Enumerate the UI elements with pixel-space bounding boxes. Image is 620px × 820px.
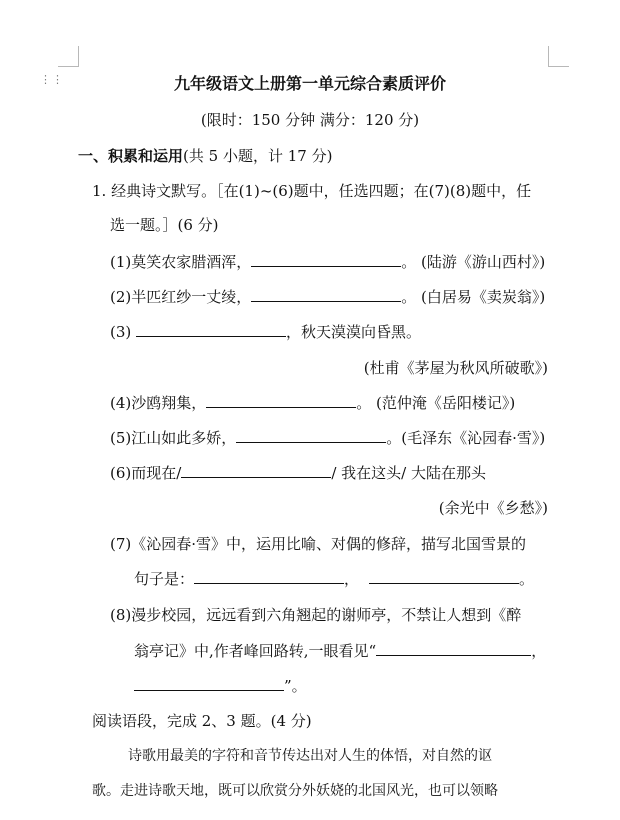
answer-blank[interactable] bbox=[194, 569, 344, 584]
q1-item-5 bbox=[110, 428, 545, 448]
item-5-source: 。(毛泽东《沁园春·雪》) bbox=[386, 429, 546, 447]
q1-item-7-line1: (7)《沁园春·雪》中，运用比喻、对偶的修辞，描写北国雪景的 bbox=[110, 535, 527, 553]
item-4-text: (4)沙鸥翔集， bbox=[110, 394, 207, 412]
item-3-number: (3) bbox=[110, 323, 137, 341]
drag-handle-icon[interactable]: ⋮⋮ bbox=[40, 73, 64, 86]
q1-line1: 1. 经典诗文默写。［在(1)~(6)题中，任选四题；在(7)(8)题中，任 bbox=[92, 182, 532, 200]
answer-blank[interactable] bbox=[206, 393, 356, 408]
q1-item-2 bbox=[110, 287, 545, 307]
answer-blank[interactable] bbox=[251, 252, 401, 267]
q1-item-4 bbox=[110, 393, 515, 413]
answer-blank[interactable] bbox=[369, 569, 519, 584]
q1-item-8-line2 bbox=[134, 641, 546, 661]
item-8-prompt: 翁亭记》中,作者峰回路转,一眼看见“ bbox=[134, 642, 377, 660]
item-1-text: (1)莫笑农家腊酒浑， bbox=[110, 253, 252, 271]
item-8-comma: ， bbox=[531, 642, 547, 660]
reading-paragraph-line1: 诗歌用最美的字符和音节传达出对人生的体悟，对自然的讴 bbox=[128, 748, 492, 764]
q1-item-1 bbox=[110, 252, 545, 272]
item-2-text: (2)半匹红纱一丈绫， bbox=[110, 288, 252, 306]
reading-intro: 阅读语段，完成 2、3 题。(4 分) bbox=[92, 712, 312, 730]
reading-paragraph-line2: 歌。走进诗歌天地，既可以欣赏分外妖娆的北国风光，也可以领略 bbox=[92, 783, 498, 799]
item-2-source: 。 (白居易《卖炭翁》) bbox=[401, 288, 546, 306]
answer-blank[interactable] bbox=[136, 322, 286, 337]
page-corner-mark-top-left bbox=[58, 46, 79, 67]
item-6-text-end: / 我在这头/ 大陆在那头 bbox=[331, 464, 486, 482]
q1-item-6 bbox=[110, 463, 486, 483]
answer-blank[interactable] bbox=[181, 463, 331, 478]
item-6-source: (余光中《乡愁》) bbox=[438, 499, 548, 517]
page-title: 九年级语文上册第一单元综合素质评价 bbox=[173, 74, 446, 93]
section-heading-note: (共 5 小题，计 17 分) bbox=[183, 147, 333, 165]
answer-blank[interactable] bbox=[134, 676, 284, 691]
item-7-prompt: 句子是： bbox=[134, 570, 195, 588]
item-5-text: (5)江山如此多娇， bbox=[110, 429, 237, 447]
section-heading bbox=[78, 146, 332, 166]
item-7-comma: ， bbox=[344, 570, 360, 588]
answer-blank[interactable] bbox=[236, 428, 386, 443]
item-6-text: (6)而现在/ bbox=[110, 464, 182, 482]
item-7-period: 。 bbox=[519, 570, 535, 588]
item-1-source: 。 (陆游《游山西村》) bbox=[401, 253, 546, 271]
q1-item-8-line1: (8)漫步校园，远远看到六角翘起的谢师亭，不禁让人想到《醉 bbox=[110, 606, 522, 624]
page-subtitle: (限时：150 分钟 满分：120 分) bbox=[200, 111, 420, 129]
q1-line2: 选一题。］(6 分) bbox=[110, 216, 219, 234]
item-3-source: (杜甫《茅屋为秋风所破歌》) bbox=[363, 359, 548, 377]
q1-item-7-line2 bbox=[134, 569, 534, 589]
answer-blank[interactable] bbox=[251, 287, 401, 302]
page-corner-mark-top-right bbox=[548, 46, 569, 67]
q1-item-3 bbox=[110, 322, 421, 342]
answer-blank[interactable] bbox=[376, 641, 531, 656]
item-3-text: ，秋天漠漠向昏黑。 bbox=[286, 323, 422, 341]
section-heading-label: 一、积累和运用 bbox=[78, 147, 184, 165]
q1-item-8-line3 bbox=[134, 676, 307, 696]
item-4-source: 。 (范仲淹《岳阳楼记》) bbox=[356, 394, 516, 412]
item-8-close: ”。 bbox=[284, 677, 307, 695]
